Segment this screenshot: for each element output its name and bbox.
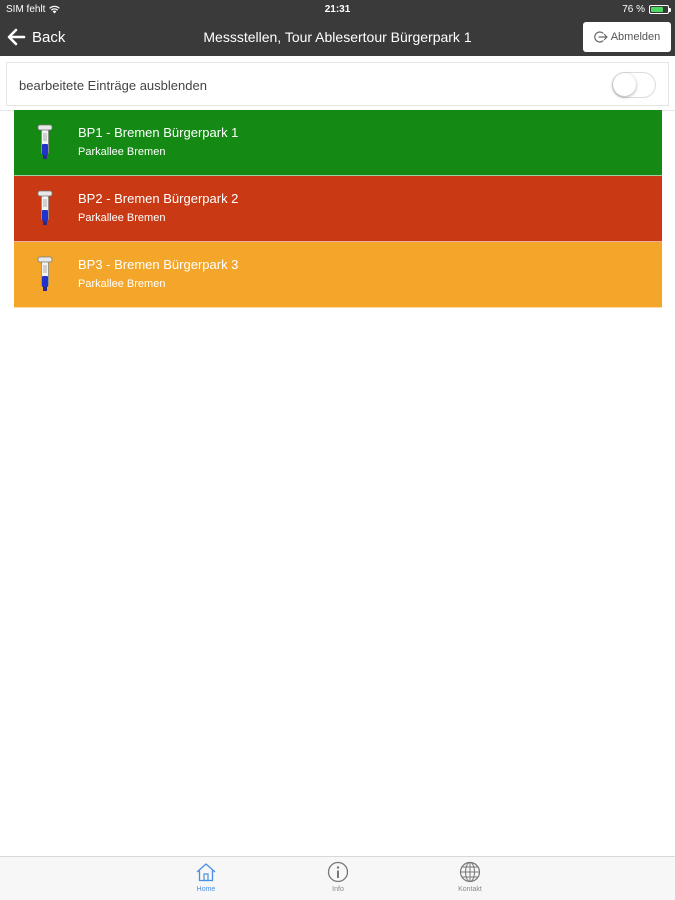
page-title: Messstellen, Tour Ablesertour Bürgerpark 1	[203, 29, 472, 45]
thermometer-icon	[36, 190, 54, 228]
tab-home[interactable]	[176, 861, 236, 899]
battery-fill	[651, 7, 663, 12]
status-time: 21:31	[324, 4, 351, 15]
item-title: BP3 - Bremen Bürgerpark 3	[78, 257, 239, 272]
battery-tip	[669, 8, 671, 12]
carrier-text: SIM fehlt	[6, 4, 46, 15]
arrow-left-icon	[6, 27, 26, 47]
hide-processed-toggle[interactable]	[612, 72, 656, 98]
item-subtitle: Parkallee Bremen	[78, 212, 166, 224]
globe-icon	[459, 861, 481, 883]
thermometer-icon	[36, 124, 54, 162]
item-subtitle: Parkallee Bremen	[78, 278, 166, 290]
battery-icon	[649, 5, 669, 14]
logout-label: Abmelden	[610, 31, 661, 43]
hide-processed-label: bearbeitete Einträge ausblenden	[19, 78, 207, 93]
logout-button[interactable]	[583, 22, 671, 52]
item-title: BP1 - Bremen Bürgerpark 1	[78, 125, 239, 140]
tab-label: Info	[332, 886, 344, 893]
back-button[interactable]	[6, 27, 65, 47]
logout-icon	[594, 30, 608, 44]
item-title: BP2 - Bremen Bürgerpark 2	[78, 191, 239, 206]
list-item[interactable]	[14, 242, 662, 308]
tab-label: Kontakt	[458, 886, 482, 893]
status-bar	[0, 0, 675, 20]
tab-bar	[0, 856, 675, 900]
tab-kontakt[interactable]	[440, 861, 500, 899]
hide-processed-row	[6, 62, 669, 106]
info-icon	[327, 861, 349, 883]
measurement-point-list	[14, 110, 662, 308]
thermometer-icon	[36, 256, 54, 294]
list-item[interactable]	[14, 176, 662, 242]
back-label: Back	[32, 28, 66, 46]
tab-label: Home	[196, 886, 216, 893]
tab-info[interactable]	[308, 861, 368, 899]
status-right	[622, 4, 669, 15]
list-item[interactable]	[14, 110, 662, 176]
home-icon	[195, 861, 217, 883]
battery-percent: 76 %	[622, 4, 645, 15]
nav-bar	[0, 20, 675, 56]
toggle-knob	[613, 73, 636, 96]
item-subtitle: Parkallee Bremen	[78, 146, 166, 158]
